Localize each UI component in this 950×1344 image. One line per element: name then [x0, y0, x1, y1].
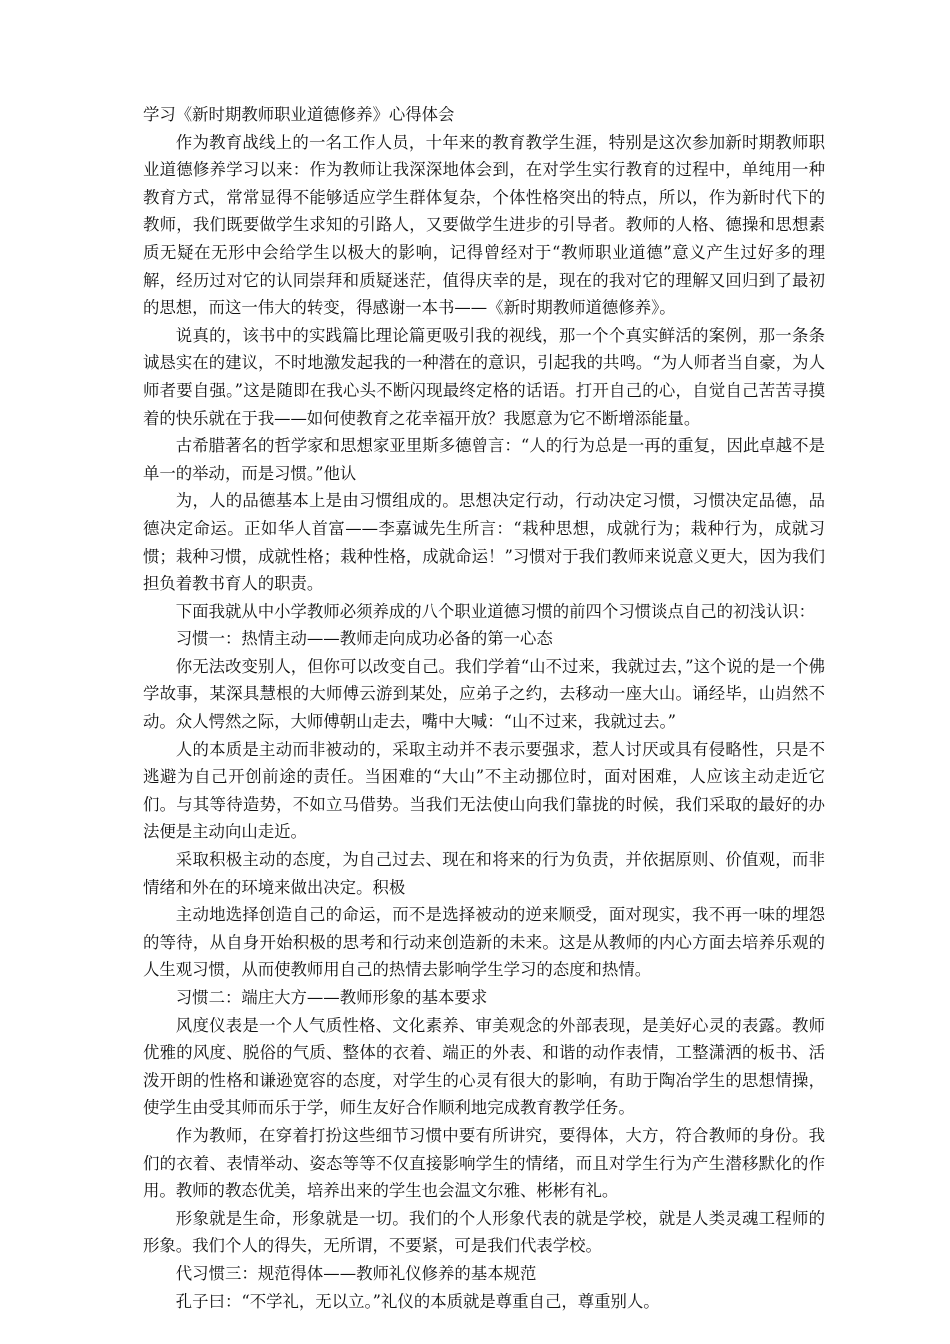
document-title: 学习《新时期教师职业道德修养》心得体会: [143, 105, 455, 124]
paragraph: 古希腊著名的哲学家和思想家亚里斯多德曾言：“人的行为总是一再的重复，因此卓越不是单一的举动，而是习惯。”他认: [143, 436, 825, 483]
section-heading: 代习惯三：规范得体——教师礼仪修养的基本规范: [175, 1263, 537, 1283]
paragraph: 形象就是生命，形象就是一切。我们的个人形象代表的就是学校，就是人类灵魂工程师的形象。我们个人的得失，无所谓，不要紧，可是我们代表学校。: [143, 1208, 825, 1256]
paragraph: 下面我就从中小学教师必须养成的八个职业道德习惯的前四个习惯谈点自己的初浅认识：: [175, 601, 816, 621]
paragraph: 作为教育战线上的一名工作人员，十年来的教育教学生涯，特别是这次参加新时期教师职业道德修养学习以来：作为教师让我深深地体会到，在对学生实行教育的过程中，单纯用一种教育方式，常常显得不能够适应学生群体复杂，个体性格突出的特点，所以，作为新时代下的教师，我们既要做学生求知的引路人，又要做学生进步的引导者。教师的人格、德操和思想素质无疑在无形中会给学生以极大的影响，记得曾经对于“教师职业道德”意义产生过好多的理解，经历过对它的认同崇拜和质疑迷茫，值得庆幸的是，现在的我对它的理解又回归到了最初的思想，而这一伟大的转变，得感谢一本书——《新时期教师道德修养》。: [143, 132, 825, 318]
paragraph: 主动地选择创造自己的命运，而不是选择被动的逆来顺受，面对现实，我不再一味的埋怨的等待，从自身开始积极的思考和行动来创造新的未来。这是从教师的内心方面去培养乐观的人生观习惯，从而使教师用自己的热情去影响学生学习的态度和热情。: [143, 905, 825, 980]
section-heading: 习惯二：端庄大方——教师形象的基本要求: [175, 988, 488, 1007]
paragraph: 采取积极主动的态度，为自己过去、现在和将来的行为负责，并依据原则、价值观，而非情绪和外在的环境来做出决定。积极: [143, 850, 825, 897]
paragraph: 为，人的品德基本上是由习惯组成的。思想决定行动，行动决定习惯，习惯决定品德，品德决定命运。正如华人首富——李嘉诚先生所言：“栽种思想，成就行为；栽种行为，成就习惯；栽种习惯，成就性格；栽种性格，成就命运！”习惯对于我们教师来说意义更大，因为我们担负着教书育人的职责。: [143, 491, 825, 594]
paragraph: 孔子曰：“不学礼，无以立。”礼仪的本质就是尊重自己，尊重别人。: [175, 1291, 660, 1311]
paragraph: 风度仪表是一个人气质性格、文化素养、审美观念的外部表现，是美好心灵的表露。教师优雅的风度、脱俗的气质、整体的衣着、端正的外表、和谐的动作表情，工整潇洒的板书、活泼开朗的性格和谦逊宽容的态度，对学生的心灵有很大的影响，有助于陶冶学生的思想情操，使学生由受其师而乐于学，师生友好合作顺利地完成教育教学任务。: [143, 1015, 825, 1118]
paragraph: 说真的，该书中的实践篇比理论篇更吸引我的视线，那一个个真实鲜活的案例，那一条条诚恳实在的建议，不时地激发起我的一种潜在的意识，引起我的共鸣。“为人师者当自豪，为人师者要自强。”这是随即在我心头不断闪现最终定格的话语。打开自己的心，自觉自己苦苦寻摸着的快乐就在于我——如何使教育之花幸福开放？我愿意为它不断增添能量。: [143, 325, 825, 428]
section-heading: 习惯一：热情主动——教师走向成功必备的第一心态: [175, 629, 553, 649]
paragraph: 你无法改变别人，但你可以改变自己。我们学着“山不过来，我就过去，”这个说的是一个佛学故事，某深具慧根的大师傅云游到某处，应弟子之约，去移动一座大山。诵经毕，山岿然不动。众人愕然之际，大师傅朝山走去，嘴中大喊：“山不过来，我就过去。”: [143, 656, 825, 732]
paragraph: 人的本质是主动而非被动的，采取主动并不表示要强求，惹人讨厌或具有侵略性，只是不逃避为自己开创前途的责任。当困难的“大山”不主动挪位时，面对困难，人应该主动走近它们。与其等待造势，不如立马借势。当我们无法使山向我们靠拢的时候，我们采取的最好的办法便是主动向山走近。: [143, 739, 825, 842]
document-page: [143, 101, 825, 1315]
paragraph: 作为教师，在穿着打扮这些细节习惯中要有所讲究，要得体，大方，符合教师的身份。我们的衣着、表情举动、姿态等等不仅直接影响学生的情绪，而且对学生行为产生潜移默化的作用。教师的教态优美，培养出来的学生也会温文尔雅、彬彬有礼。: [143, 1125, 825, 1201]
